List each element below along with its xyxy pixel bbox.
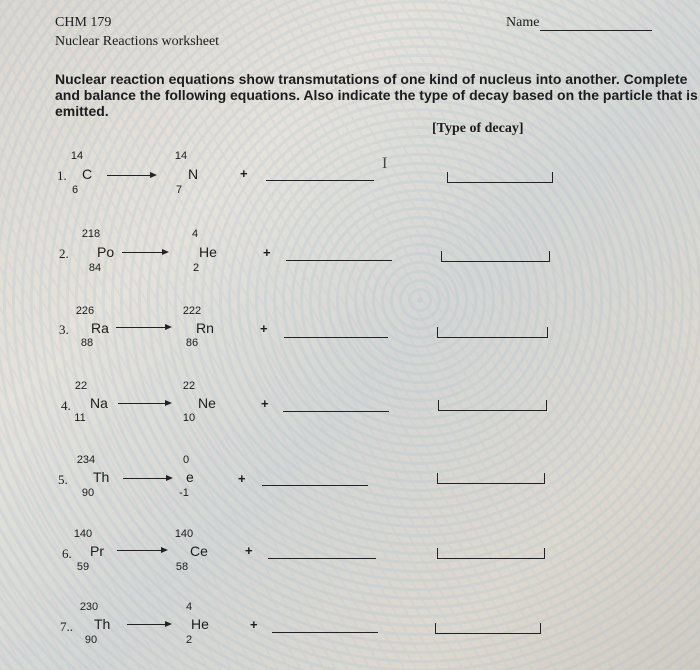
plus-sign: + (240, 166, 248, 181)
product-answer-blank[interactable] (283, 411, 389, 412)
product-symbol: He (191, 616, 209, 632)
reactant-atomic-number: 6 (71, 184, 79, 196)
equation-number: 2. (59, 246, 69, 261)
reactant-mass-number: 226 (75, 305, 95, 317)
reactant-symbol: Pr (90, 543, 104, 559)
decay-type-answer-box[interactable] (437, 327, 548, 338)
product-answer-blank[interactable] (284, 337, 388, 338)
plus-sign: + (263, 245, 271, 260)
reactant-mass-number: 234 (76, 454, 96, 466)
reaction-arrow (117, 550, 166, 551)
equation-number: 6. (62, 546, 72, 561)
reactant-atomic-number: 90 (81, 487, 95, 499)
product-symbol: He (199, 244, 217, 260)
product-mass-number: 22 (182, 380, 196, 392)
text-cursor-icon: I (382, 155, 388, 172)
product-answer-blank[interactable] (266, 180, 374, 181)
worksheet-title: Nuclear Reactions worksheet (55, 34, 220, 49)
reactant-mass-number: 140 (73, 528, 93, 540)
reactant-symbol: C (82, 166, 93, 182)
decay-type-answer-box[interactable] (437, 548, 545, 559)
reactant-atomic-number: 88 (80, 337, 94, 349)
reaction-arrow (116, 327, 170, 328)
product-symbol: Ne (198, 395, 216, 411)
reaction-arrow (123, 478, 171, 479)
product-atomic-number: 2 (185, 634, 193, 646)
product-answer-blank[interactable] (272, 632, 378, 633)
instructions-paragraph: Nuclear reaction equations show transmutations of one kind of nucleus into another. Complete and balance the following equations. Also indicate the type of decay based on the particle that is emitted. (55, 71, 698, 119)
reactant-atomic-number: 90 (84, 634, 98, 646)
product-atomic-number: 10 (182, 412, 196, 424)
reactant-symbol: Ra (91, 320, 109, 336)
type-of-decay-header: [Type of decay] (432, 121, 524, 136)
product-symbol: Ce (190, 543, 208, 559)
reaction-arrow (118, 403, 170, 404)
reaction-arrow (107, 175, 155, 176)
product-mass-number: 4 (185, 601, 193, 613)
decay-type-answer-box[interactable] (438, 400, 547, 411)
plus-sign: + (238, 471, 246, 486)
equation-number: 1. (57, 168, 67, 183)
reactant-symbol: Na (90, 395, 108, 411)
plus-sign: + (250, 617, 258, 632)
equation-number: 5. (58, 472, 68, 487)
product-mass-number: 4 (191, 228, 199, 240)
reactant-mass-number: 14 (70, 150, 84, 162)
reactant-symbol: Po (97, 244, 115, 260)
product-atomic-number: 86 (185, 337, 199, 349)
reactant-atomic-number: 59 (76, 561, 90, 573)
plus-sign: + (245, 543, 253, 558)
product-mass-number: 140 (174, 528, 194, 540)
product-mass-number: 222 (182, 305, 202, 317)
name-label: Name (506, 15, 540, 30)
equation-number: 7.. (60, 619, 73, 634)
decay-type-answer-box[interactable] (447, 172, 553, 183)
reactant-mass-number: 218 (81, 228, 101, 240)
decay-type-answer-box[interactable] (435, 623, 541, 634)
reactant-atomic-number: 84 (88, 262, 102, 274)
product-symbol: Rn (196, 320, 214, 336)
product-symbol: e (186, 469, 194, 485)
product-mass-number: 14 (174, 150, 188, 162)
product-symbol: N (188, 166, 199, 182)
product-answer-blank[interactable] (268, 558, 376, 559)
reactant-mass-number: 22 (74, 380, 88, 392)
reactant-mass-number: 230 (79, 601, 99, 613)
decay-type-answer-box[interactable] (441, 251, 550, 262)
equation-number: 4. (61, 398, 71, 413)
reactant-symbol: Th (93, 469, 110, 485)
reactant-symbol: Th (94, 616, 111, 632)
product-atomic-number: 7 (175, 184, 183, 196)
product-mass-number: 0 (182, 454, 190, 466)
decay-type-answer-box[interactable] (437, 473, 545, 484)
product-answer-blank[interactable] (286, 260, 392, 261)
reaction-arrow (122, 252, 167, 253)
reaction-arrow (127, 624, 170, 625)
reactant-atomic-number: 11 (74, 412, 86, 424)
product-answer-blank[interactable] (262, 485, 368, 486)
course-code: CHM 179 (55, 15, 112, 30)
equation-number: 3. (59, 322, 69, 337)
plus-sign: + (260, 321, 268, 336)
name-field-line[interactable] (540, 30, 652, 31)
product-atomic-number: 2 (192, 262, 200, 274)
product-atomic-number: 58 (175, 561, 189, 573)
product-atomic-number: -1 (179, 487, 189, 499)
plus-sign: + (261, 396, 269, 411)
